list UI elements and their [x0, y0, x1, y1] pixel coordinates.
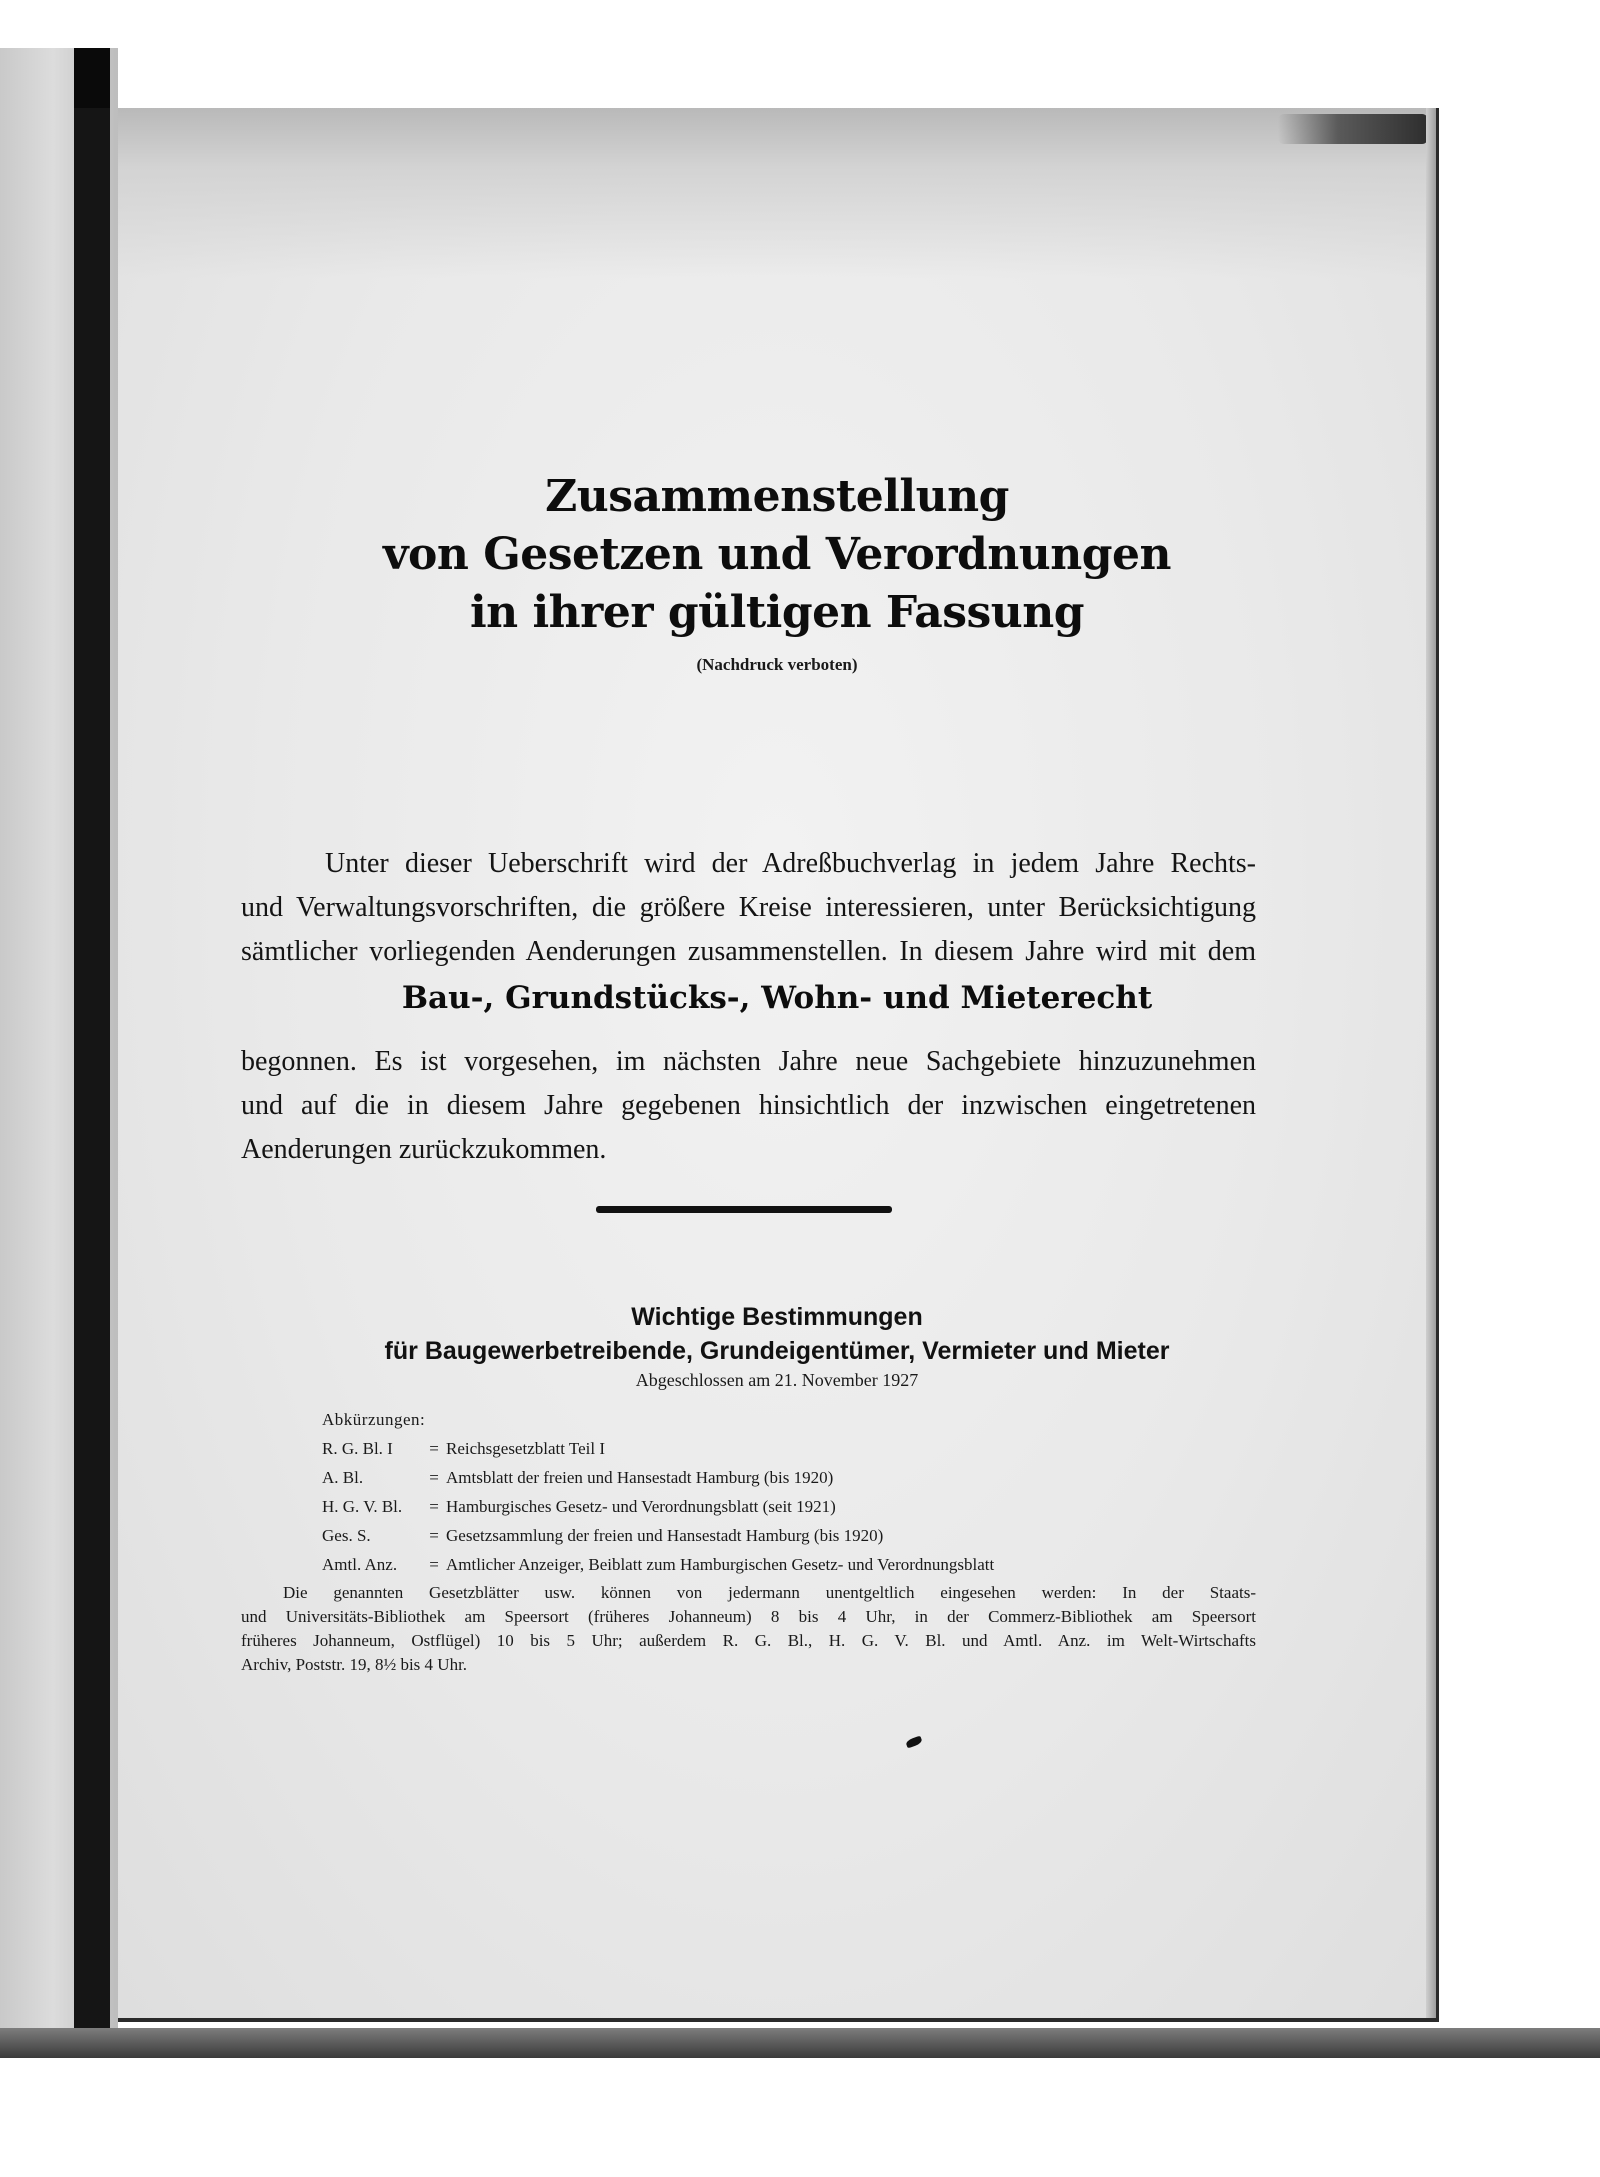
access-note-line: und Universitäts-Bibliothek am Speersort (früheres Johanneum) 8 bis 4 Uhr, in der Commerz-Bibliothek am Speersort — [241, 1607, 1256, 1626]
paragraph-line: Unter dieser Ueberschrift wird der Adreßbuchverlag in jedem Jahre Rechts- — [325, 848, 1256, 879]
page-corner-damage — [1278, 114, 1428, 144]
equals-sign: = — [429, 1468, 439, 1487]
abbreviation: H. G. V. Bl. — [322, 1497, 403, 1516]
access-note-line: früheres Johanneum, Ostflügel) 10 bis 5 Uhr; außerdem R. G. Bl., H. G. V. Bl. und Amtl. Anz. im Welt-Wirtschafts — [241, 1631, 1256, 1650]
abbreviation-row — [322, 1463, 1302, 1492]
access-note-line: Archiv, Poststr. 19, 8½ bis 4 Uhr. — [241, 1655, 468, 1674]
reprint-note: (Nachdruck verboten) — [696, 655, 858, 674]
abbreviation-meaning: Gesetzsammlung der freien und Hansestadt Hamburg (bis 1920) — [446, 1526, 884, 1545]
section-divider — [596, 1206, 892, 1213]
paragraph-line: und Verwaltungsvorschriften, die größere Kreise interessieren, unter Berücksichtigung — [241, 892, 1256, 923]
abbreviation-meaning: Amtsblatt der freien und Hansestadt Hamburg (bis 1920) — [446, 1468, 834, 1487]
abbreviations-heading: Abkürzungen: — [322, 1410, 426, 1429]
abbreviation-row — [322, 1434, 1302, 1463]
page-top-shading — [118, 108, 1436, 278]
equals-sign: = — [429, 1555, 439, 1574]
continuation-paragraph — [241, 1040, 1256, 1172]
scan-bottom-margin — [0, 2058, 1600, 2177]
abbreviation-row — [322, 1492, 1302, 1521]
document-title — [118, 468, 1436, 642]
closing-date: Abgeschlossen am 21. November 1927 — [635, 1370, 919, 1390]
page-right-edge — [1426, 108, 1436, 2018]
access-note-line: Die genannten Gesetzblätter usw. können von jedermann unentgeltlich eingesehen werden: In der Staats- — [283, 1583, 1256, 1602]
intro-paragraph — [241, 842, 1256, 974]
abbreviations-list — [322, 1405, 1302, 1579]
abbreviation-meaning: Amtlicher Anzeiger, Beiblatt zum Hamburgischen Gesetz- und Verordnungsblatt — [446, 1555, 995, 1574]
paragraph-line: Aenderungen zurückzukommen. — [241, 1134, 607, 1165]
section-title-line: Wichtige Bestimmungen — [631, 1303, 923, 1331]
title-line: in ihrer gültigen Fassung — [469, 587, 1085, 638]
abbreviation: Amtl. Anz. — [322, 1555, 398, 1574]
section-title-line: für Baugewerbetreibende, Grundeigentümer, Vermieter und Mieter — [384, 1337, 1170, 1365]
scan-top-margin — [0, 0, 1600, 48]
abbreviation-row — [322, 1550, 1302, 1579]
abbreviation: A. Bl. — [322, 1468, 364, 1487]
equals-sign: = — [429, 1439, 439, 1458]
topic-heading: Bau-, Grundstücks-, Wohn- und Mieterecht — [401, 980, 1153, 1016]
binding-spine-top — [74, 48, 110, 108]
abbreviation-meaning: Hamburgisches Gesetz- und Verordnungsblatt (seit 1921) — [446, 1497, 836, 1516]
ink-smudge — [905, 1736, 923, 1749]
section-title — [118, 1300, 1436, 1368]
abbreviation: Ges. S. — [322, 1526, 371, 1545]
scan-bottom-shadow — [0, 2028, 1600, 2058]
access-note — [241, 1581, 1256, 1677]
equals-sign: = — [429, 1526, 439, 1545]
paragraph-line: sämtlicher vorliegenden Aenderungen zusammenstellen. In diesem Jahre wird mit dem — [241, 936, 1256, 967]
abbreviation-row — [322, 1521, 1302, 1550]
paragraph-line: begonnen. Es ist vorgesehen, im nächsten Jahre neue Sachgebiete hinzuzunehmen — [241, 1046, 1256, 1077]
abbreviation-meaning: Reichsgesetzblatt Teil I — [446, 1439, 606, 1458]
paragraph-line: und auf die in diesem Jahre gegebenen hinsichtlich der inzwischen eingetretenen — [241, 1090, 1256, 1121]
title-line: Zusammenstellung — [545, 471, 1009, 522]
abbreviation: R. G. Bl. I — [322, 1439, 393, 1458]
binding-spine — [74, 48, 110, 2038]
equals-sign: = — [429, 1497, 439, 1516]
scanned-page — [118, 108, 1439, 2022]
title-line: von Gesetzen und Verordnungen — [382, 529, 1172, 580]
